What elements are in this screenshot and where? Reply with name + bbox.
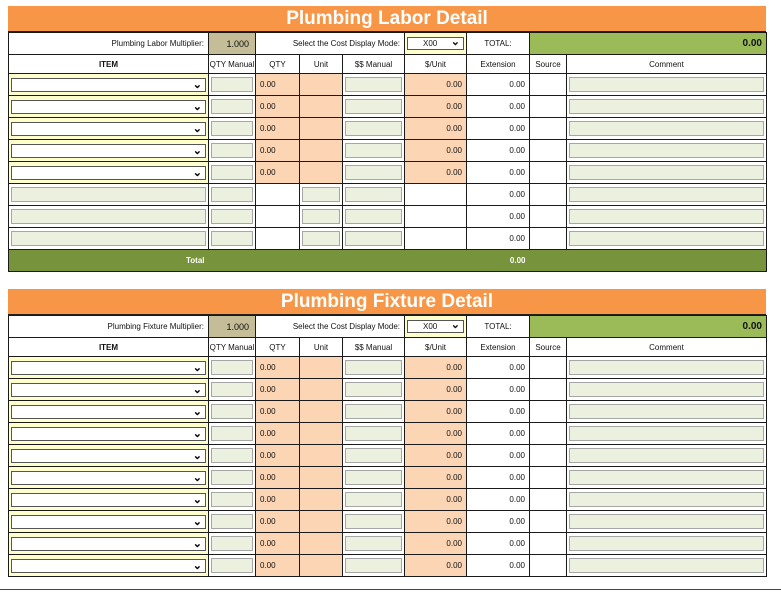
qty-value xyxy=(256,206,300,228)
manual-row xyxy=(9,206,767,228)
table-row xyxy=(9,489,767,511)
per-unit-value: 0.00 xyxy=(405,140,467,162)
fixture-header-row xyxy=(9,338,767,357)
per-unit-value: 0.00 xyxy=(405,423,467,445)
extension-value: 0.00 xyxy=(467,423,530,445)
unit-value xyxy=(300,423,343,445)
chevron-down-icon: ⌄ xyxy=(192,493,202,506)
chevron-down-icon: ⌄ xyxy=(192,122,202,135)
col-ss-manual-header: $$ Manual xyxy=(343,55,405,74)
extension-value: 0.00 xyxy=(467,445,530,467)
labor-table xyxy=(8,32,767,272)
source-value xyxy=(530,467,567,489)
chevron-down-icon: ⌄ xyxy=(192,427,202,440)
ss-manual-input[interactable] xyxy=(345,470,402,485)
qty-manual-input[interactable] xyxy=(211,231,253,246)
comment-input[interactable] xyxy=(569,165,764,180)
qty-value: 0.00 xyxy=(256,140,300,162)
comment-input[interactable] xyxy=(569,209,764,224)
qty-manual-input[interactable] xyxy=(211,426,253,441)
chevron-down-icon: ⌄ xyxy=(192,449,202,462)
item-input[interactable] xyxy=(11,187,206,202)
labor-footer-value: 0.00 xyxy=(467,250,530,272)
qty-manual-input[interactable] xyxy=(211,187,253,202)
ss-manual-input[interactable] xyxy=(345,231,402,246)
source-value xyxy=(530,401,567,423)
qty-manual-input[interactable] xyxy=(211,514,253,529)
table-row xyxy=(9,511,767,533)
per-unit-value xyxy=(405,184,467,206)
source-value xyxy=(530,533,567,555)
source-value xyxy=(530,511,567,533)
unit-value xyxy=(300,96,343,118)
per-unit-value xyxy=(405,228,467,250)
col-item-header: ITEM xyxy=(9,55,209,74)
labor-total-row xyxy=(9,250,767,272)
item-select[interactable] xyxy=(11,449,206,463)
item-select[interactable] xyxy=(11,78,206,92)
table-row xyxy=(9,118,767,140)
item-select[interactable] xyxy=(11,144,206,158)
comment-input[interactable] xyxy=(569,470,764,485)
col-per-unit-header: $/Unit xyxy=(405,55,467,74)
qty-value: 0.00 xyxy=(256,162,300,184)
table-row xyxy=(9,401,767,423)
chevron-down-icon: ⌄ xyxy=(192,471,202,484)
per-unit-value: 0.00 xyxy=(405,555,467,577)
col-ss-manual-header: $$ Manual xyxy=(343,338,405,357)
qty-manual-input[interactable] xyxy=(211,404,253,419)
ss-manual-input[interactable] xyxy=(345,426,402,441)
chevron-down-icon: ⌄ xyxy=(192,383,202,396)
comment-input[interactable] xyxy=(569,121,764,136)
qty-manual-input[interactable] xyxy=(211,382,253,397)
qty-manual-input[interactable] xyxy=(211,99,253,114)
chevron-down-icon: ⌄ xyxy=(450,36,460,48)
unit-value xyxy=(300,467,343,489)
col-unit-header: Unit xyxy=(300,55,343,74)
ss-manual-input[interactable] xyxy=(345,165,402,180)
fixture-total-label: TOTAL: xyxy=(467,316,530,338)
ss-manual-input[interactable] xyxy=(345,121,402,136)
extension-value: 0.00 xyxy=(467,118,530,140)
ss-manual-input[interactable] xyxy=(345,187,402,202)
unit-value xyxy=(300,401,343,423)
item-select[interactable] xyxy=(11,471,206,485)
chevron-down-icon: ⌄ xyxy=(192,405,202,418)
unit-value xyxy=(300,74,343,96)
chevron-down-icon: ⌄ xyxy=(192,515,202,528)
per-unit-value: 0.00 xyxy=(405,118,467,140)
fixture-rows xyxy=(9,357,767,577)
extension-value: 0.00 xyxy=(467,533,530,555)
comment-input[interactable] xyxy=(569,536,764,551)
comment-input[interactable] xyxy=(569,231,764,246)
source-value xyxy=(530,140,567,162)
qty-value: 0.00 xyxy=(256,445,300,467)
ss-manual-input[interactable] xyxy=(345,99,402,114)
item-select[interactable] xyxy=(11,122,206,136)
unit-input[interactable] xyxy=(302,209,340,224)
comment-input[interactable] xyxy=(569,448,764,463)
per-unit-value: 0.00 xyxy=(405,511,467,533)
col-per-unit-header: $/Unit xyxy=(405,338,467,357)
table-row xyxy=(9,74,767,96)
ss-manual-input[interactable] xyxy=(345,77,402,92)
unit-value xyxy=(300,140,343,162)
source-value xyxy=(530,379,567,401)
table-row xyxy=(9,555,767,577)
qty-value: 0.00 xyxy=(256,511,300,533)
item-select[interactable] xyxy=(11,100,206,114)
qty-manual-input[interactable] xyxy=(211,143,253,158)
ss-manual-input[interactable] xyxy=(345,360,402,375)
extension-value: 0.00 xyxy=(467,96,530,118)
extension-value: 0.00 xyxy=(467,489,530,511)
qty-value: 0.00 xyxy=(256,555,300,577)
col-qty-header: QTY xyxy=(256,55,300,74)
source-value xyxy=(530,184,567,206)
source-value xyxy=(530,162,567,184)
chevron-down-icon: ⌄ xyxy=(450,319,460,331)
fixture-total-value: 0.00 xyxy=(530,316,767,338)
qty-value xyxy=(256,228,300,250)
per-unit-value: 0.00 xyxy=(405,533,467,555)
item-select[interactable] xyxy=(11,383,206,397)
per-unit-value: 0.00 xyxy=(405,401,467,423)
col-qty-header: QTY xyxy=(256,338,300,357)
unit-value xyxy=(300,118,343,140)
extension-value: 0.00 xyxy=(467,228,530,250)
extension-value: 0.00 xyxy=(467,74,530,96)
table-row xyxy=(9,96,767,118)
qty-value: 0.00 xyxy=(256,467,300,489)
source-value xyxy=(530,228,567,250)
labor-header-row xyxy=(9,55,767,74)
qty-value: 0.00 xyxy=(256,74,300,96)
source-value xyxy=(530,489,567,511)
chevron-down-icon: ⌄ xyxy=(192,559,202,572)
ss-manual-input[interactable] xyxy=(345,514,402,529)
ss-manual-input[interactable] xyxy=(345,558,402,573)
comment-input[interactable] xyxy=(569,360,764,375)
ss-manual-input[interactable] xyxy=(345,536,402,551)
fixture-multiplier-label: Plumbing Fixture Multiplier: xyxy=(9,316,209,338)
table-row xyxy=(9,379,767,401)
qty-value: 0.00 xyxy=(256,96,300,118)
extension-value: 0.00 xyxy=(467,140,530,162)
table-row xyxy=(9,140,767,162)
per-unit-value: 0.00 xyxy=(405,467,467,489)
qty-value: 0.00 xyxy=(256,401,300,423)
comment-input[interactable] xyxy=(569,382,764,397)
unit-value xyxy=(300,357,343,379)
labor-mode-select[interactable]: X00 ⌄ xyxy=(407,37,464,50)
divider xyxy=(0,589,781,590)
per-unit-value: 0.00 xyxy=(405,357,467,379)
labor-info-row xyxy=(9,33,767,55)
extension-value: 0.00 xyxy=(467,379,530,401)
item-select[interactable] xyxy=(11,493,206,507)
qty-manual-input[interactable] xyxy=(211,448,253,463)
labor-total-label: TOTAL: xyxy=(467,33,530,55)
qty-manual-input[interactable] xyxy=(211,77,253,92)
extension-value: 0.00 xyxy=(467,184,530,206)
unit-value xyxy=(300,511,343,533)
per-unit-value: 0.00 xyxy=(405,96,467,118)
source-value xyxy=(530,96,567,118)
item-select[interactable] xyxy=(11,537,206,551)
fixture-table xyxy=(8,315,767,577)
extension-value: 0.00 xyxy=(467,357,530,379)
qty-manual-input[interactable] xyxy=(211,360,253,375)
unit-value xyxy=(300,445,343,467)
source-value xyxy=(530,357,567,379)
per-unit-value: 0.00 xyxy=(405,74,467,96)
manual-row xyxy=(9,228,767,250)
qty-value: 0.00 xyxy=(256,357,300,379)
ss-manual-input[interactable] xyxy=(345,143,402,158)
col-extension-header: Extension xyxy=(467,338,530,357)
extension-value: 0.00 xyxy=(467,467,530,489)
item-select[interactable] xyxy=(11,515,206,529)
unit-value xyxy=(300,555,343,577)
extension-value: 0.00 xyxy=(467,206,530,228)
qty-manual-input[interactable] xyxy=(211,121,253,136)
chevron-down-icon: ⌄ xyxy=(192,78,202,91)
manual-row xyxy=(9,184,767,206)
col-source-header: Source xyxy=(530,338,567,357)
ss-manual-input[interactable] xyxy=(345,492,402,507)
qty-value: 0.00 xyxy=(256,423,300,445)
item-input[interactable] xyxy=(11,231,206,246)
unit-value xyxy=(300,162,343,184)
unit-input[interactable] xyxy=(302,187,340,202)
unit-value xyxy=(300,533,343,555)
fixture-info-row xyxy=(9,316,767,338)
chevron-down-icon: ⌄ xyxy=(192,144,202,157)
table-row xyxy=(9,445,767,467)
qty-manual-input[interactable] xyxy=(211,558,253,573)
qty-manual-input[interactable] xyxy=(211,209,253,224)
labor-mode-label: Select the Cost Display Mode: xyxy=(256,33,405,55)
table-row xyxy=(9,467,767,489)
table-row xyxy=(9,357,767,379)
ss-manual-input[interactable] xyxy=(345,448,402,463)
extension-value: 0.00 xyxy=(467,401,530,423)
qty-manual-input[interactable] xyxy=(211,492,253,507)
qty-manual-input[interactable] xyxy=(211,470,253,485)
source-value xyxy=(530,118,567,140)
col-comment-header: Comment xyxy=(567,55,767,74)
fixture-title: Plumbing Fixture Detail xyxy=(8,289,766,315)
source-value xyxy=(530,423,567,445)
per-unit-value xyxy=(405,206,467,228)
item-select[interactable] xyxy=(11,166,206,180)
extension-value: 0.00 xyxy=(467,162,530,184)
labor-title: Plumbing Labor Detail xyxy=(8,6,766,32)
comment-input[interactable] xyxy=(569,426,764,441)
labor-multiplier-label: Plumbing Labor Multiplier: xyxy=(9,33,209,55)
labor-multiplier-value[interactable]: 1.000 xyxy=(209,33,256,55)
comment-input[interactable] xyxy=(569,514,764,529)
table-row xyxy=(9,162,767,184)
chevron-down-icon: ⌄ xyxy=(192,537,202,550)
qty-value xyxy=(256,184,300,206)
source-value xyxy=(530,555,567,577)
item-select[interactable] xyxy=(11,559,206,573)
qty-value: 0.00 xyxy=(256,118,300,140)
qty-value: 0.00 xyxy=(256,489,300,511)
col-qty-manual-header: QTY Manual xyxy=(209,55,256,74)
fixture-multiplier-value[interactable]: 1.000 xyxy=(209,316,256,338)
table-row xyxy=(9,533,767,555)
comment-input[interactable] xyxy=(569,77,764,92)
fixture-mode-label: Select the Cost Display Mode: xyxy=(256,316,405,338)
comment-input[interactable] xyxy=(569,492,764,507)
qty-manual-input[interactable] xyxy=(211,165,253,180)
per-unit-value: 0.00 xyxy=(405,445,467,467)
labor-footer-label: Total xyxy=(9,250,209,272)
item-select[interactable] xyxy=(11,361,206,375)
item-input[interactable] xyxy=(11,209,206,224)
col-qty-manual-header: QTY Manual xyxy=(209,338,256,357)
col-item-header: ITEM xyxy=(9,338,209,357)
ss-manual-input[interactable] xyxy=(345,382,402,397)
unit-value xyxy=(300,379,343,401)
col-comment-header: Comment xyxy=(567,338,767,357)
per-unit-value: 0.00 xyxy=(405,379,467,401)
table-row xyxy=(9,423,767,445)
col-source-header: Source xyxy=(530,55,567,74)
unit-input[interactable] xyxy=(302,231,340,246)
col-unit-header: Unit xyxy=(300,338,343,357)
labor-section xyxy=(8,6,766,272)
item-select[interactable] xyxy=(11,427,206,441)
item-select[interactable] xyxy=(11,405,206,419)
ss-manual-input[interactable] xyxy=(345,404,402,419)
labor-total-value: 0.00 xyxy=(530,33,767,55)
per-unit-value: 0.00 xyxy=(405,489,467,511)
source-value xyxy=(530,445,567,467)
comment-input[interactable] xyxy=(569,404,764,419)
unit-value xyxy=(300,489,343,511)
comment-input[interactable] xyxy=(569,99,764,114)
fixture-mode-select[interactable]: X00 ⌄ xyxy=(407,320,464,333)
chevron-down-icon: ⌄ xyxy=(192,361,202,374)
extension-value: 0.00 xyxy=(467,511,530,533)
fixture-section xyxy=(8,289,766,577)
chevron-down-icon: ⌄ xyxy=(192,166,202,179)
source-value xyxy=(530,206,567,228)
qty-value: 0.00 xyxy=(256,533,300,555)
extension-value: 0.00 xyxy=(467,555,530,577)
ss-manual-input[interactable] xyxy=(345,209,402,224)
comment-input[interactable] xyxy=(569,187,764,202)
comment-input[interactable] xyxy=(569,558,764,573)
col-extension-header: Extension xyxy=(467,55,530,74)
qty-manual-input[interactable] xyxy=(211,536,253,551)
per-unit-value: 0.00 xyxy=(405,162,467,184)
comment-input[interactable] xyxy=(569,143,764,158)
qty-value: 0.00 xyxy=(256,379,300,401)
chevron-down-icon: ⌄ xyxy=(192,100,202,113)
labor-rows xyxy=(9,74,767,250)
source-value xyxy=(530,74,567,96)
